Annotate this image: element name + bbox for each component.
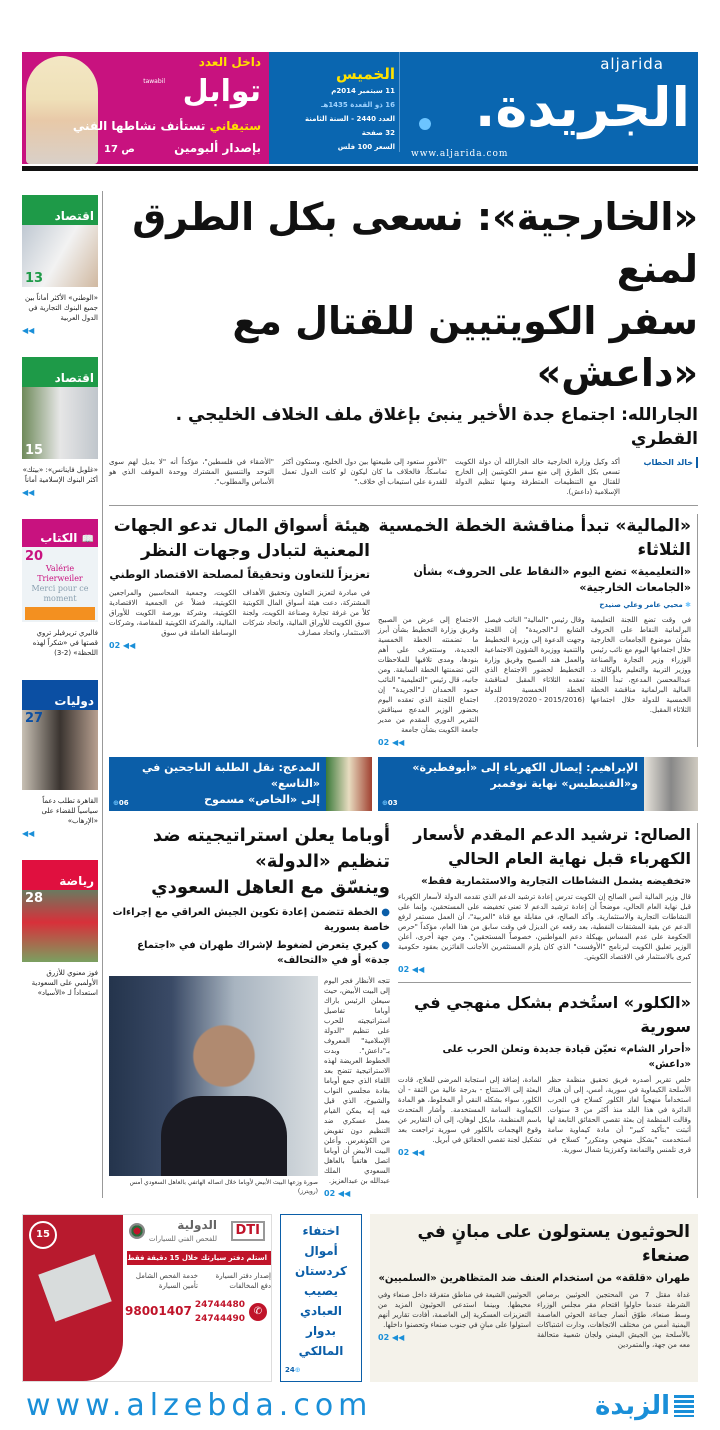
lead-headline-2[interactable]: سفر الكويتيين للقتال مع «داعش» [232,299,698,395]
phone-1: 24744480 [194,1300,245,1310]
page-number: 20 [25,549,44,564]
promo-photo [26,56,98,164]
page-number: 28 [25,891,44,906]
sidebar-item-book-20[interactable] [22,519,98,658]
cma-columns [109,588,370,650]
chlorine-col-2: المادة، إضافة إلى استجابة المرضى للعلاج، قادت البعثة إلى الاستنتاج - بدرجة عالية من الثقة - أن الكلور، سواء بشكله النقي أو المخلوط، هو المادة الكيماوية السامة المستخدمة. وأشار المتحدث باسم المنظمة، مايكل لوهان، إلى أن التقارير عن وقوع الهجمات بالكلور في سورية تراجعت بعد تشكيل لجنة تقصي الحقائق في أبريل. [398,1076,542,1144]
promo-brand-small: tawabil [143,78,165,85]
saleh-story [398,823,691,974]
banner-line-2: و«الفنيطيس» نهاية نوفمبر [490,777,638,790]
banner-photo [644,757,698,811]
houthi-col-2-wrap [378,1290,531,1350]
section-label: رياضة [22,860,98,890]
book-author: Valérie Trierweiler [37,564,83,583]
promo-line1 [73,118,261,134]
bullet-icon: ● [381,940,390,951]
page-number: 27 [25,711,44,726]
saleh-subhead: «تخفيضه يشمل النشاطات التجارية والاستثمارية فقط» [421,876,691,887]
bullet-text: الخطة تتضمن إعادة تكوين الجيش العراقي مع إجراءات خاصة بسورية [112,907,390,933]
finance-col-3-wrap [378,615,478,747]
footer [22,1388,698,1430]
cma-headline[interactable]: هيئة أسواق المال تدعو الجهات المعنية لتبادل وجهات النظر [113,516,370,561]
finance-more-link[interactable]: 02 ◀◀ [378,738,405,747]
mobile: 98001407 [125,1304,192,1318]
plus-icon: ⊕ [294,1366,301,1374]
finance-byline [378,600,691,611]
main-column [102,191,698,1198]
promo-inside: داخل العدد [198,55,261,69]
sidebar-item-international-27[interactable] [22,680,98,838]
lead-col-2: "الأمور ستعود إلى طبيعتها بين دول الخليج، وستكون أكثر تماسكاً، فالخلاف ما كان ليكون لو كانت الدول تعمل للقدرة على استيعاب أي خلاف." [282,458,447,486]
obama-photo[interactable] [109,976,318,1176]
service-item: تأمين السيارة [158,1282,198,1290]
book-band [25,607,95,620]
ad-services [127,1271,271,1291]
date-hijri: 16 ذو القعدة 1435هـ [321,101,395,109]
obama-body-wrap [324,976,390,1198]
footer-url[interactable]: www.alzebda.com [26,1388,373,1423]
houthi-col-1: غداة مقتل 7 من المحتجين الحوثيين برصاص الشرطة عندما حاولوا اقتحام مقر مجلس الوزراء وسط صنعاء، طوّق أنصار جماعة الحوثي العاصمة اليمنية أمس من مختلف الاتجاهات، ودارت اشتباكات بالأسلحة بين الجيش اليمني ولجان شعبية متحالفة معه من جهة، والمتمردين [537,1291,690,1349]
promo-line1-rest: تستأنف نشاطها الفني [72,119,206,133]
logo-dot [419,118,431,130]
banner-photo [326,757,372,811]
finance-headline[interactable]: «المالية» تبدأ مناقشة الخطة الخمسية الثلاثاء [378,516,691,560]
houthi-more-link[interactable]: 02 ◀◀ [378,1333,405,1342]
cma-story [109,514,370,747]
kurdistan-line-3: يصيب العبادي [300,1284,342,1318]
lower-row [109,823,698,1198]
issue-number: العدد 2440 - السنة الثامنة [305,115,395,123]
houthi-headline: الحوثيون يستولون على مبانٍ في صنعاء [417,1222,690,1266]
badge-15: 15 [29,1221,57,1249]
banner-text [133,757,326,811]
finance-columns [378,615,691,747]
masthead-rule [22,166,698,171]
thumbnail [22,890,98,962]
plus-icon: ⊕ [382,799,388,807]
sidebar-item-sports-28[interactable] [22,860,98,998]
obama-headline-1[interactable]: أوباما يعلن استراتيجيته ضد تنظيم «الدولة» [152,825,390,872]
obama-photo-caption: صورة وزعها البيت الأبيض لأوباما خلال اتصاله الهاتفي بالعاهل السعودي أمس (رويترز) [129,1179,318,1195]
bottom-row [22,1214,698,1382]
cma-subhead: تعزيزاً للتعاون وتحقيقاً لمصلحة الاقتصاد الوطني [109,568,370,581]
section-rule [398,982,691,983]
banner-line-2: إلى «الخاص» مسموح [204,793,320,806]
caption: «الوطني» الأكثر أماناً بين جميع البنوك التجارية في الدول العربية [25,294,98,322]
lead-subhead: الجارالله: اجتماع جدة الأخير ينبئ بإغلاق ملف الخلاف الخليجي . القطري [175,405,698,449]
section-label: اقتصاد [22,357,98,387]
footer-logo-text: الزبدة [595,1391,670,1421]
sidebar-item-economy-15[interactable] [22,357,98,497]
masthead-blue [269,52,698,164]
service-item: خدمة الفحص الشامل [135,1272,198,1280]
day: الخميس [336,65,395,83]
ad-company-sub: للفحص الفني للسيارات [149,1235,217,1243]
promo-brand: توابل [182,74,261,109]
more-arrow-icon: ◀◀ [22,829,35,838]
book-title: Merci pour ce moment [31,584,89,603]
banner-row [109,757,698,811]
thumbnail [22,710,98,790]
service-item: إصدار دفتر السيارة [215,1272,271,1280]
houthi-subhead: طهران «قلقة» من استخدام العنف ضد المتظاهرين «السلميين» [378,1273,690,1284]
promo-line2: بإصدار ألبومين [174,141,261,155]
obama-media [109,976,390,1198]
masthead [22,52,698,164]
phone-icon: ✆ [249,1303,267,1321]
houthi-box[interactable] [370,1214,698,1382]
cma-col-2: الكويت، وجمعية المحاسبين والمراجعين الكويتية، فضلاً عن الجمعية الاقتصادية الكويتية، وشركة بورصة الكويت للأوراق المالية، والشركة الكويتية للمقاصة، وشركات الوساطة العاملة في سوق [109,589,237,637]
section-label-text: الكتاب [40,531,78,545]
finance-col-3: الاجتماع إلى عرض من الصبيح وفريق وزارة التخطيط بشأن أبرز ما تضمنته الخطة الخمسية الجديدة، وستتعرف على أهم بنودها، ومدى تلافيها للملاحظات التي تضمنتها الخطة السابقة. ومن جانبه، قال رئيس "التعليمية" النائب حمود الحمدان لـ"الجريدة" إن اجتماع اللجنة الذي تعقده اليوم بحضور الوزير المدعج سيناقش التقرير الدوري المقدم من مدير جامعة الكويت بشأن جامعة [378,616,479,734]
promo-page: ص 17 [104,144,135,155]
section-label: دوليات [22,680,98,710]
phone-2: 24744490 [194,1314,245,1324]
thumbnail [22,225,98,287]
bullet-icon: ✱ [685,601,691,609]
section-rule [109,505,698,506]
page-ref: 02 [398,965,410,974]
caption: فوز معنوي للأزرق الأولمبي على السعودية استعداداً لـ «الأسياد» [31,969,98,997]
page-count: 32 صفحة [361,129,395,137]
finance-col-1: في وقت تضع اللجنة التعليمية البرلمانية النقاط على الحروف بشأن موضوع الجامعات الخارجية خلال اجتماعها اليوم مع نائب رئيس الوزراء وزير التجارة والصناعة ووزير التربية والتعليم بالوكالة د. عبدالمحسن المدعج، تبدأ اللجنة المالية البرلمانية مناقشة الخطة الخمسية للدولة خلال اجتماعها الثلاثاء المقبل. [590,616,691,714]
chlorine-headline[interactable]: «الكلور» استُخدم بشكل منهجي في سورية [413,993,691,1036]
content [22,191,698,1198]
obama-body: تتجه الأنظار فجر اليوم إلى البيت الأبيض، حيث سيعلن الرئيس باراك أوباما تفاصيل استراتيجيته للحرب على تنظيم "الدولة الإسلامية" المعروف بـ"داعش". وبدت الخطوط العريضة لهذه الاستراتيجية تتضح بعد اللقاء الذي جمع أوباما بقادة مجلسي النواب والشيوخ، الذي قيل فيه إنه يمكن القيام بعمل عسكري ضد التنظيم دون تفويض من الكونغرس. وأعلن البيت الأبيض أن أوباما اتصل هاتفياً بالعاهل السعودي الملك عبدالله بن عبدالعزيز. [324,977,390,1185]
logo[interactable]: الجريدة. [474,76,690,139]
page-ref: 02 [378,1333,390,1342]
chlorine-col-1: خلص تقرير أصدره فريق تحقيق منظمة حظر الأسلحة الكيماوية في سورية، أمس، إلى أن هناك استخداماً منهجياً لغاز الكلور كسلاح في الحرب الدائرة في هذا البلد منذ أكثر من 3 سنوات. وقالت المنظمة إن بعثة تقصي الحقائق التابعة لها أثبتت "بتأكيد كبير" أن مادة كيماوية سامة استخدمت "بشكل منهجي ومتكرر" كسلاح في قرى تلمنس والتمانعة وكفرزيتا شمال سورية. [547,1076,691,1154]
bullet-icon: ● [381,907,390,918]
cma-col-2-wrap [109,588,237,650]
sidebar [22,191,98,1198]
finance-col-2: وقال رئيس "المالية" النائب فيصل الشايع لـ"الجريدة" إن اللجنة وجهت الدعوة إلى وزيرة التخطيط والتنمية ووزيرة الشؤون الاجتماعية والعمل هند الصبيح وفريق وزارة التخطيط لحضور الاجتماع الذي تعقده الثلاثاء المقبل لمناقشة الخطة الخمسية للدولة (2015/2016 - 2019/2020). [484,616,585,704]
obama-bullet-1 [109,905,390,935]
ad-company: الدولية [177,1218,217,1232]
finance-story [378,514,698,747]
page-number: 15 [25,443,44,458]
finance-cma-row [109,514,698,747]
chlorine-subhead: «أحرار الشام» تعيّن قيادة جديدة وتعلن الحرب على «داعش» [442,1044,691,1070]
banner-page [109,798,133,811]
book-open-icon: 📖 [81,534,94,545]
obama-story [109,823,390,1198]
lines-icon [674,1395,694,1417]
chlorine-story [398,991,691,1157]
kurdistan-page [285,1365,357,1375]
cma-col-1: في مبادرة لتعزيز التعاون وتحقيق الأهداف المشتركة، دعت هيئة أسواق المال الكويتية كلاً من غرفة تجارة وصناعة الكويت، ولجنة سوق الكويت للأوراق المالية، واتحاد شركات الاستثمار، واتحاد مصارف [242,589,370,637]
kuwait-emblem-icon [129,1223,145,1239]
kurdistan-line-2: كردستان [294,1264,348,1278]
page-ref: 03 [387,799,398,807]
section-label [22,519,98,547]
right-stack [398,823,698,1198]
service-item: دفع المخالفات [229,1282,271,1290]
banner-line-1: الإبراهيم: إيصال الكهرباء إلى «أبوفطيرة» [412,761,638,774]
lead-headline-1[interactable]: «الخارجية»: نسعى بكل الطرق لمنع [132,195,698,291]
date-gregorian: 11 سبتمبر 2014م [331,87,395,95]
lead-col-3: "الأشقاء في فلسطين"، مؤكداً أنه "لا بديل لهم سوى التوحد والتنسيق المشترك ووحدة الموقف الذي هو الأساس والمطلوب". [109,458,274,486]
lead-col-1: أكد وكيل وزارة الخارجية خالد الجارالله أن دولة الكويت تسعى بكل الطرق إلى منع سفر الكويتيين إلى الخارج للقتال مع التنظيمات المتطرفة ومنها تنظيم الدولة الإسلامية (داعش). [455,458,620,496]
caption: «غلوبل فاينانس»: «بيتك» أكثر البنوك الإسلامية أماناً [22,466,98,484]
sidebar-item-economy-13[interactable] [22,195,98,335]
bullet-text: كيري يتعرض لضغوط لإشراك طهران في «اجتماع جدة» أو في «التحالف» [137,940,390,966]
chlorine-columns [398,1075,691,1157]
dti-logo: DTI [231,1221,266,1241]
book-cover [22,547,98,622]
byline-text: محيي عامر وعلي صنيدح [599,601,683,609]
price: السعر 100 فلس [337,143,395,151]
chlorine-more-link[interactable]: 02 ◀◀ [398,1148,425,1157]
kurdistan-line-1: اختفاء أموال [302,1224,340,1258]
ad-slogan: استلم دفتر سيارتك خلال 15 دقيقة فقط [127,1251,271,1265]
page-ref: 06 [118,799,129,807]
page-number: 13 [25,271,44,286]
chlorine-col-2-wrap [398,1075,542,1157]
houthi-col-2: الحوثيين الشيعة في مناطق متفرقة داخل صنعاء وفي محيطها. وبينما استدعى الحوثيون المزيد من التعزيزات العسكرية إلى العاصمة، أفادت تقارير أنهم استولوا على مبانٍ في جنوب صنعاء وتحصنوا داخلها. [378,1291,531,1329]
caption: القاهرة تطلب دعماً سياسياً للقضاء على «الإرهاب» [41,797,98,825]
finance-subhead: «التعليمية» تضع اليوم «النقاط على الحروف» بشأن «الجامعات الخارجية» [413,565,691,594]
kurdistan-box[interactable] [280,1214,362,1382]
houthi-columns [378,1290,690,1350]
footer-logo[interactable] [595,1391,694,1421]
obama-headline-2[interactable]: وينسّق مع العاهل السعودي [151,877,390,898]
page [22,52,698,1430]
page-ref: 02 [109,641,121,650]
saleh-headline[interactable]: الصالح: ترشيد الدعم المقدم لأسعار الكهرباء قبل نهاية العام الحالي [413,825,691,868]
banner-page [378,798,402,811]
promo-name: ستيفاني [209,119,261,133]
lead-byline: خالد الحطاب [628,457,698,468]
section-label: اقتصاد [22,195,98,225]
banner-text [402,757,644,811]
cma-more-link[interactable]: 02 ◀◀ [109,641,136,650]
page-ref: 02 [324,1189,336,1198]
page-ref: 02 [398,1148,410,1157]
more-arrow-icon: ◀◀ [22,326,35,335]
promo-box[interactable] [22,52,269,164]
obama-more-link[interactable]: 02 ◀◀ [324,1189,351,1198]
plus-icon: ⊕ [113,799,119,807]
banner-madaj[interactable] [109,757,372,811]
thumbnail [22,387,98,459]
website[interactable]: www.aljarida.com [411,149,509,159]
banner-ibrahim[interactable] [378,757,698,811]
banner-line-1: المدعج: نقل الطلبة الناجحين في «التاسع» [141,761,320,790]
lead-body [109,457,698,497]
page-ref: 24 [285,1366,295,1374]
info-divider [399,52,400,152]
caption: فاليري تريرفيلر تروي قصتها في «شكراً لهذه اللحظة» (2-3) [32,629,98,657]
saleh-body: قال وزير المالية أنس الصالح إن الكويت تدرس إعادة ترشيد الدعم الذي تقدمه الدولة لأسعار الكهرباء قبل نهاية العام الحالي، موضحاً أن إعادة ترشيد الدعم لا تعني تخفيضه على المستحقين، وإنما على النشاطات التجارية والاستثمارية. وأكد الصالح، في مقابلة مع قناة "العربية"، أن العمل مستمر لرفع الدعم عن بقية المشتقات النفطية، بعد رفعه عن الديزل في وقت سابق من هذا العام، مؤكداً "حرص الحكومة على عدم المساس بهيكلة دعم المواطنين، خصوصاً المستحقين". ومن جهة أخرى، أعلن الوزير تعليق الكويت لبرنامج "الأوفست" الذي كان يلزم المستثمرين الأجانب الفائزين بعقود حكومية كبرى بالاستثمار في الاقتصاد الكويتي. [398,893,691,961]
obama-photo-wrap [109,976,318,1198]
more-arrow-icon: ◀◀ [22,488,35,497]
issue-info [269,64,395,154]
saleh-more-link[interactable]: 02 ◀◀ [398,965,425,974]
dti-ad[interactable] [22,1214,272,1382]
kurdistan-line-4: بدوار المالكي [298,1324,344,1358]
logo-latin: aljarida [600,55,664,73]
obama-bullet-2 [109,938,390,968]
page-ref: 02 [378,738,390,747]
suit [161,1096,286,1176]
